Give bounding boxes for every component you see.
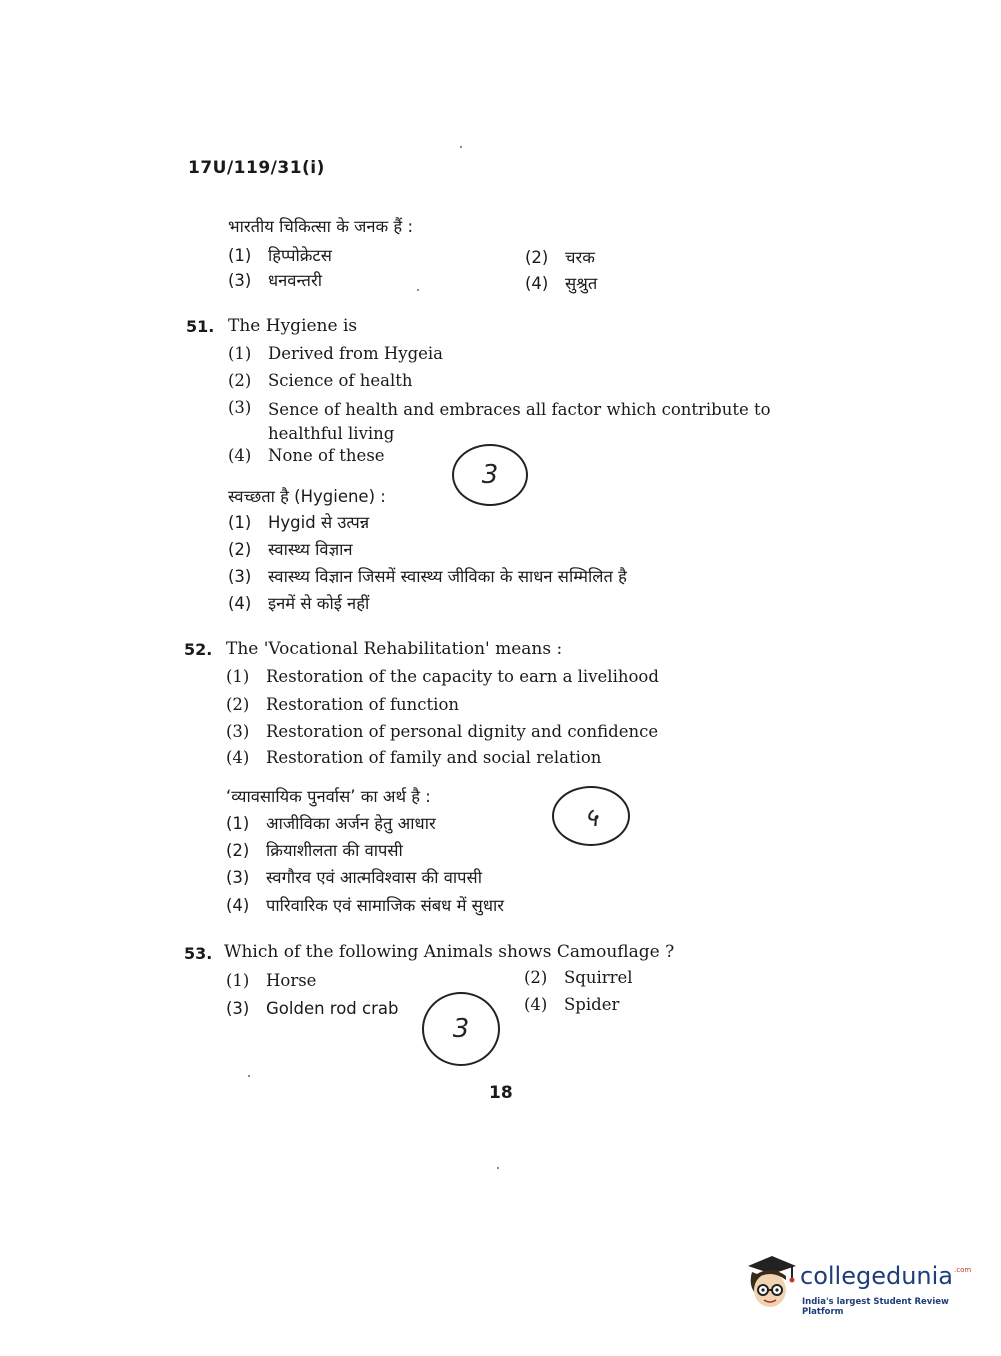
collegedunia-watermark [742,1252,972,1317]
q51-hindi-option-3: (3) स्वास्थ्य विज्ञान जिसमें स्वास्थ्य जीविका के साधन सम्मिलित है [228,567,627,586]
q52-hindi-option-2: (2) क्रियाशीलता की वापसी [226,841,403,860]
q50-option-2: (2) चरक [525,248,595,267]
q50-hindi-stem: भारतीय चिकित्सा के जनक हैं : [228,217,414,236]
q53-stem: Which of the following Animals shows Camouflage ? [224,942,675,962]
mascot-icon [742,1252,798,1314]
q51-number: 51. [186,317,215,336]
q51-stem: The Hygiene is [228,316,358,336]
q51-hindi-option-4: (4) इनमें से कोई नहीं [228,594,370,613]
q52-hindi-option-1: (1) आजीविका अर्जन हेतु आधार [226,814,436,833]
q51-option-4: (4) None of these [228,446,385,465]
brand-name: collegedunia [800,1262,954,1290]
q50-option-4: (4) सुश्रुत [525,274,598,293]
scan-speck [497,1167,499,1169]
q52-stem: The 'Vocational Rehabilitation' means : [226,639,563,659]
q52-option-4: (4) Restoration of family and social relation [226,748,602,767]
scan-speck [460,146,462,148]
q53-number: 53. [184,944,213,963]
q52-option-3: (3) Restoration of personal dignity and confidence [226,722,659,741]
q51-hindi-stem: स्वच्छता है (Hygiene) : [228,487,386,506]
q52-hindi-option-4: (4) पारिवारिक एवं सामाजिक संबध में सुधार [226,896,505,915]
q53-option-1: (1) Horse [226,971,317,990]
brand-domain: .com [954,1266,972,1274]
q51-option-3: (3) Sence of health and embraces all factor which contribute to healthful living [228,398,771,443]
q52-number: 52. [184,640,213,659]
q51-answer-mark: 3 [452,444,528,506]
scan-speck [417,289,419,291]
q51-option-2: (2) Science of health [228,371,413,390]
q52-option-1: (1) Restoration of the capacity to earn a livelihood [226,667,659,686]
q52-hindi-option-3: (3) स्वगौरव एवं आत्मविश्वास की वापसी [226,868,482,887]
q51-option-1: (1) Derived from Hygeia [228,344,444,363]
q52-option-2: (2) Restoration of function [226,695,460,714]
q50-option-3: (3) धनवन्तरी [228,271,322,290]
q50-option-1: (1) हिप्पोक्रेटस [228,246,332,265]
q51-hindi-option-2: (2) स्वास्थ्य विज्ञान [228,540,353,559]
q53-option-2: (2) Squirrel [524,968,633,987]
q53-answer-mark: 3 [422,992,500,1066]
paper-code: 17U/119/31(i) [188,158,325,178]
page-number: 18 [489,1083,513,1103]
brand-tagline: India's largest Student Review Platform [802,1297,949,1317]
q53-option-4: (4) Spider [524,995,620,1014]
q52-hindi-stem: ‘व्यावसायिक पुनर्वास’ का अर्थ है : [226,787,431,806]
scan-speck [248,1075,250,1077]
q51-hindi-option-1: (1) Hygid से उत्पन्न [228,513,370,532]
q53-option-3: (3) Golden rod crab [226,999,399,1018]
q52-answer-mark: ५ [552,786,630,846]
